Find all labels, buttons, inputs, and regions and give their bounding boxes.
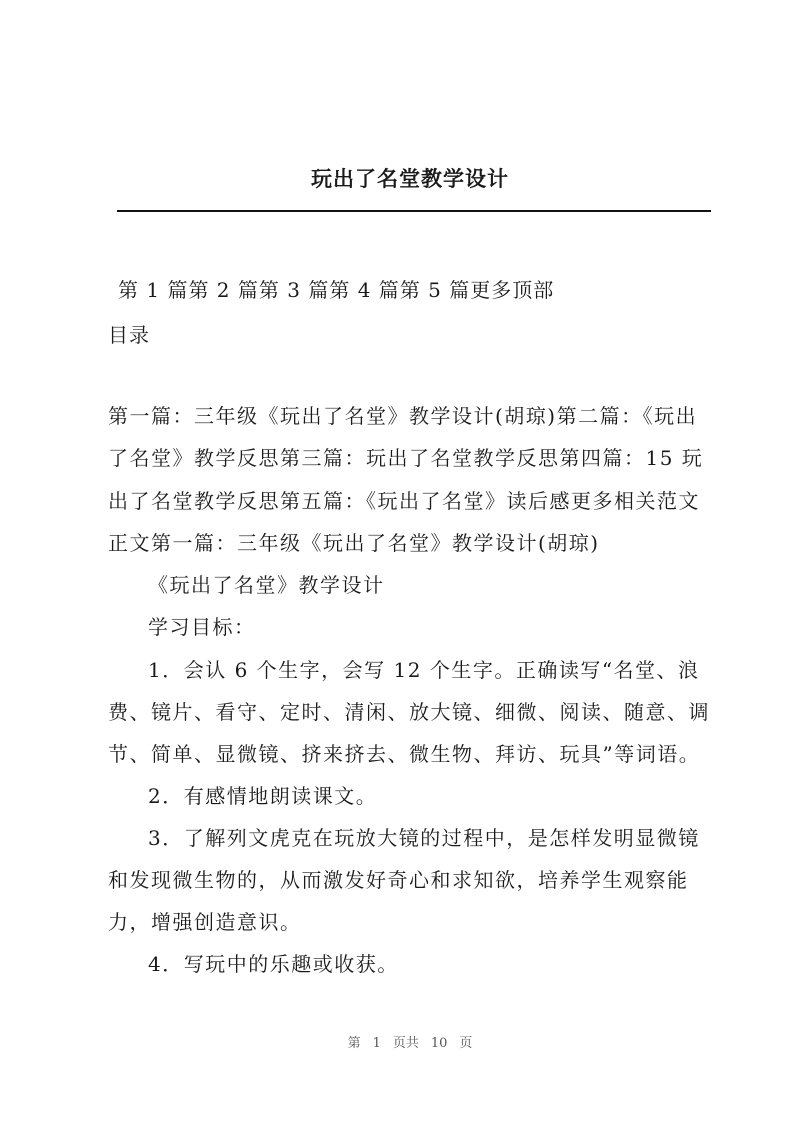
toc-line: 出了名堂教学反思第五篇：《玩出了名堂》读后感更多相关范文 — [108, 489, 700, 513]
footer-page-word: 第 — [347, 1036, 361, 1051]
footer-page-suffix: 页 — [459, 1036, 473, 1051]
body-heading: 学习目标： — [148, 615, 256, 639]
page-footer — [0, 1032, 800, 1051]
body-line: 和发现微生物的，从而激发好奇心和求知欲，培养学生观察能 — [108, 868, 689, 892]
nav-link-5[interactable]: 第 5 篇 — [399, 278, 471, 302]
body-line: 4．写玩中的乐趣或收获。 — [148, 952, 399, 976]
nav-link-1[interactable]: 第 1 篇 — [118, 278, 189, 302]
body-line: 3．了解列文虎克在玩放大镜的过程中，是怎样发明显微镜 — [148, 826, 700, 850]
footer-page-of: 页共 — [392, 1036, 419, 1051]
nav-link-top[interactable]: 顶部 — [512, 278, 555, 302]
nav-link-3[interactable]: 第 3 篇 — [258, 278, 330, 302]
body-line: 1．会认 6 个生字，会写 12 个生字。正确读写“名堂、浪 — [148, 658, 700, 682]
toc-line: 了名堂》教学反思第三篇：玩出了名堂教学反思第四篇：15 玩 — [108, 446, 704, 470]
nav-link-4[interactable]: 第 4 篇 — [329, 278, 400, 302]
toc-line: 正文第一篇：三年级《玩出了名堂》教学设计(胡琼) — [108, 531, 600, 555]
toc-heading: 目录 — [108, 323, 150, 347]
toc-line: 第一篇：三年级《玩出了名堂》教学设计(胡琼)第二篇：《玩出 — [108, 404, 698, 428]
body-line: 节、简单、显微镜、挤来挤去、微生物、拜访、玩具”等词语。 — [108, 742, 701, 766]
footer-page-number: 1 — [372, 1036, 381, 1051]
nav-link-more[interactable]: 更多 — [470, 278, 513, 302]
document-title: 玩出了名堂教学设计 — [311, 167, 509, 191]
body-line: 力，增强创造意识。 — [108, 910, 302, 934]
body-line: 2．有感情地朗读课文。 — [148, 784, 378, 808]
title-underline — [117, 210, 711, 212]
footer-total-pages: 10 — [430, 1036, 448, 1051]
section-nav — [118, 274, 554, 303]
nav-link-2[interactable]: 第 2 篇 — [188, 278, 259, 302]
body-subtitle: 《玩出了名堂》教学设计 — [148, 573, 385, 597]
body-line: 费、镜片、看守、定时、清闲、放大镜、细微、阅读、随意、调 — [108, 700, 710, 724]
